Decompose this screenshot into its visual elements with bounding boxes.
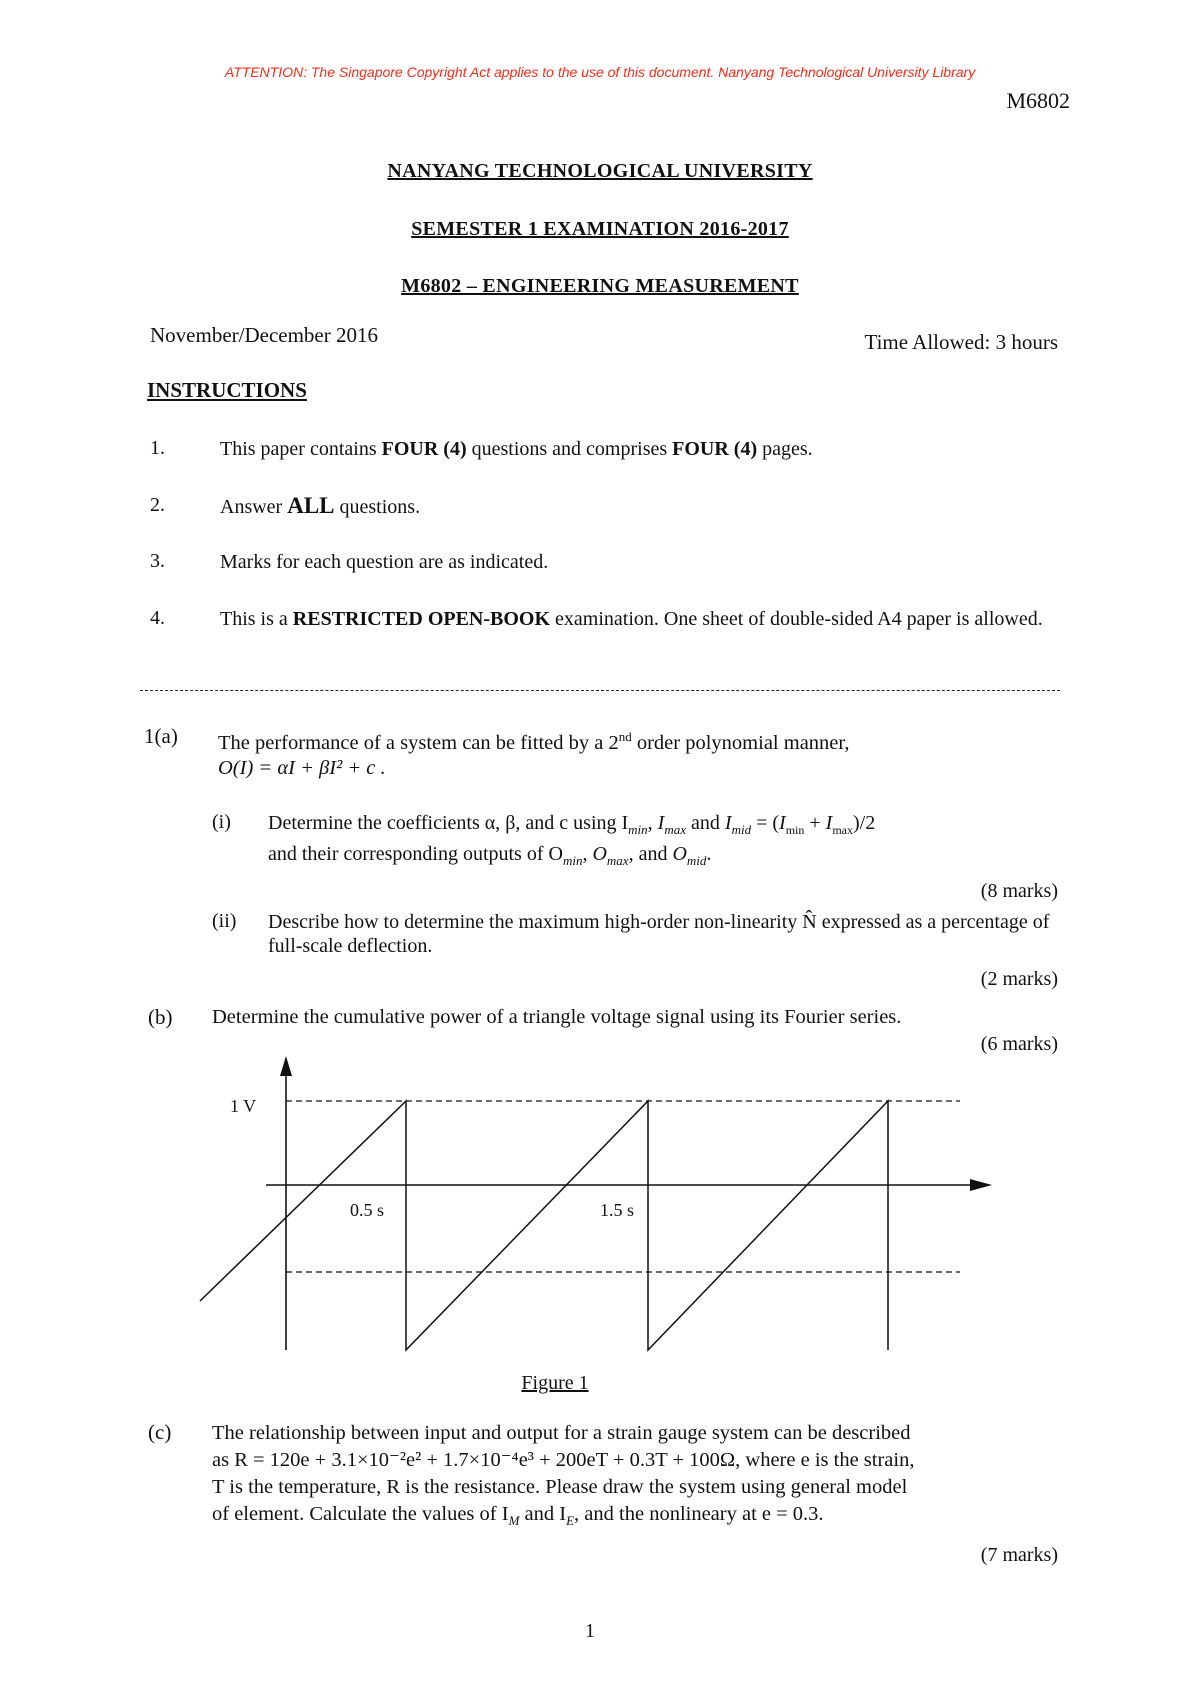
time-allowed: Time Allowed: 3 hours <box>864 330 1058 354</box>
copyright-notice: ATTENTION: The Singapore Copyright Act applies to the use of this document. Nanyang Technological University Library <box>224 64 976 80</box>
question-1c-text: The relationship between input and output for a strain gauge system can be described as R = 120e + 3.1×10⁻²e² + 1.7×10⁻⁴e³ + 200eT + 0.3T + 100Ω, where e is the strain, T is the temperature, R is the resistance. Please draw the system using general model of element. Calculate the values of $I_M$ and $I_E$, and the nonlineary at e = 0.3. <box>212 1422 915 1529</box>
section-divider <box>140 690 1060 691</box>
question-number: 1(a) <box>144 724 178 748</box>
instruction-number: 1. <box>150 437 165 459</box>
marks-label: (2 marks) <box>980 968 1058 990</box>
marks-label: (7 marks) <box>980 1544 1058 1566</box>
instruction-number: 3. <box>150 550 165 572</box>
course-title: M6802 – ENGINEERING MEASUREMENT <box>401 275 799 297</box>
y-axis-arrow <box>280 1056 292 1076</box>
subquestion-label: (ii) <box>212 910 237 932</box>
instruction-item: Marks for each question are as indicated. <box>220 551 549 573</box>
subquestion-i-text: Determine the coefficients α, β, and c using $I_{min}$, $I_{max}$ and $I_{mid} = (I_{min} + I_{max})/2$ and their corresponding outputs of $O_{min}$, $O_{max}$, and $O_{mid}$. <box>268 812 876 868</box>
y-axis-label: 1 V <box>230 1096 257 1116</box>
course-code: M6802 <box>1006 88 1070 113</box>
figure-caption: Figure 1 <box>521 1372 589 1394</box>
instruction-number: 2. <box>150 494 165 516</box>
sawtooth-figure <box>180 1050 1000 1360</box>
question-1a-text: The performance of a system can be fitted by a 2nd order polynomial manner, O(I) = αI + βI² + c . <box>218 729 850 779</box>
subquestion-ii-text: Describe how to determine the maximum high-order non-linearity N̂ expressed as a percentage of full-scale deflection. <box>268 911 1050 957</box>
sawtooth-wave <box>200 1101 888 1350</box>
instruction-item: Answer ALL questions. <box>220 493 421 518</box>
question-part-label: (b) <box>148 1005 173 1029</box>
question-part-label: (c) <box>148 1420 172 1444</box>
marks-label: (8 marks) <box>980 880 1058 902</box>
exam-date: November/December 2016 <box>150 323 378 347</box>
university-title: NANYANG TECHNOLOGICAL UNIVERSITY <box>387 160 813 182</box>
subquestion-label: (i) <box>212 811 231 833</box>
instructions-heading: INSTRUCTIONS <box>147 378 307 402</box>
polynomial-formula: O(I) = αI + βI² + c . <box>218 756 386 779</box>
x-label-1-5s: 1.5 s <box>600 1200 635 1220</box>
instruction-item: This is a RESTRICTED OPEN-BOOK examination. One sheet of double-sided A4 paper is allowed. <box>220 608 1043 630</box>
page-number: 1 <box>585 1620 595 1642</box>
x-label-0-5s: 0.5 s <box>350 1200 385 1220</box>
semester-title: SEMESTER 1 EXAMINATION 2016-2017 <box>411 218 789 240</box>
question-1b-text: Determine the cumulative power of a triangle voltage signal using its Fourier series. <box>212 1006 902 1028</box>
marks-label: (6 marks) <box>980 1033 1058 1055</box>
instruction-item: This paper contains FOUR (4) questions and comprises FOUR (4) pages. <box>220 438 813 460</box>
instruction-number: 4. <box>150 607 165 629</box>
x-axis-arrow <box>970 1179 992 1191</box>
